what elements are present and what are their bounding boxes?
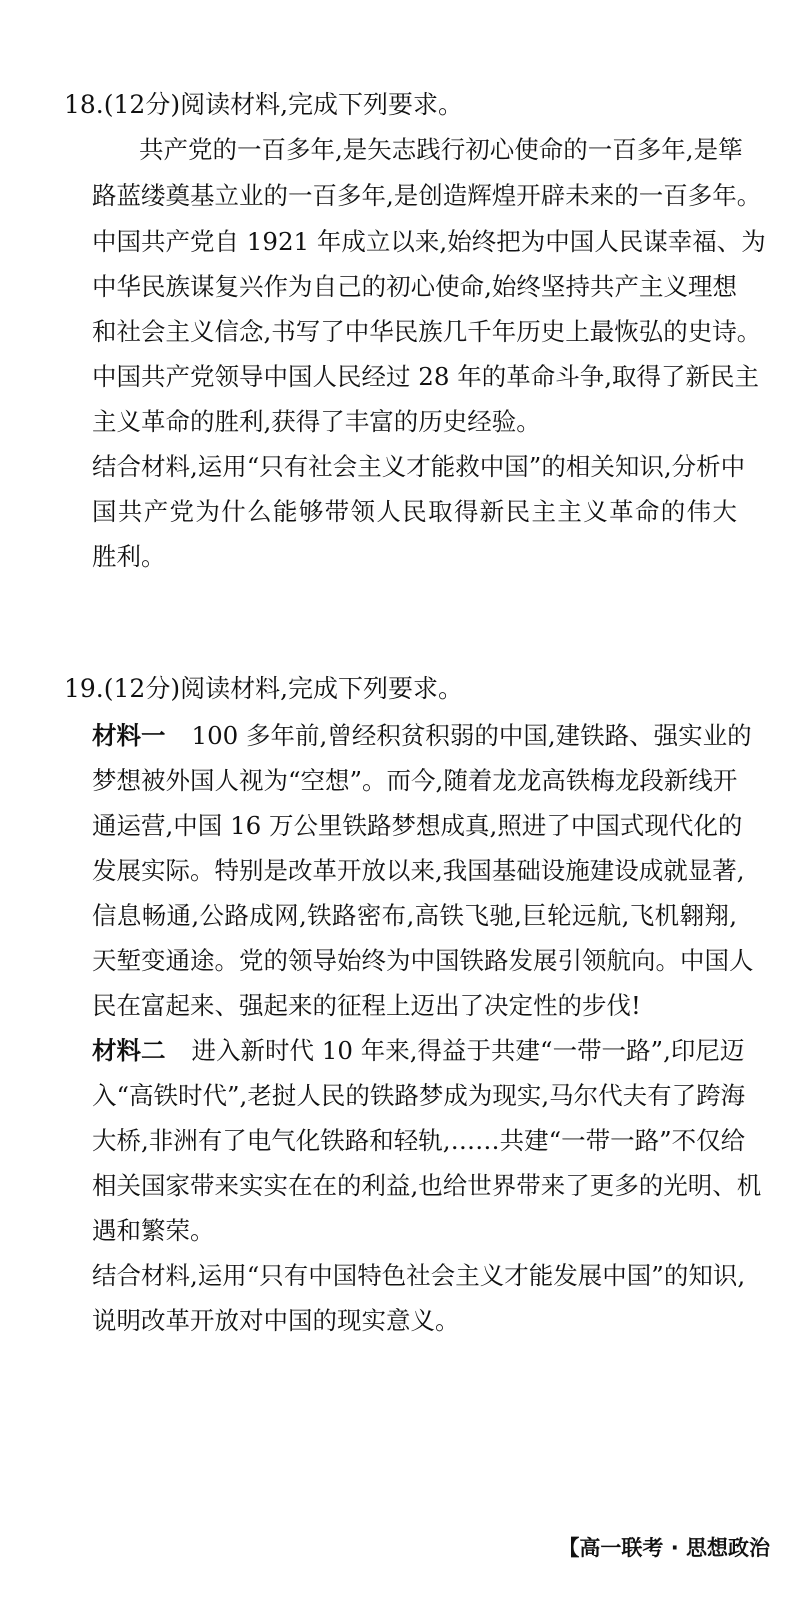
q19-question-line: 说明改革开放对中国的现实意义。 — [92, 1306, 460, 1335]
q18-header: 18.(12分)阅读材料,完成下列要求。 — [64, 90, 464, 119]
q18-material-line: 路蓝缕奠基立业的一百多年,是创造辉煌开辟未来的一百多年。 — [92, 181, 762, 210]
q19-material-1-line: 梦想被外国人视为“空想”。而今,随着龙龙高铁梅龙段新线开 — [92, 766, 738, 795]
q19-material-1-text: 100 多年前,曾经积贫积弱的中国,建铁路、强实业的 — [191, 721, 752, 750]
q18-question-line: 胜利。 — [92, 542, 166, 571]
q19-material-1-line: 天堑变通途。党的领导始终为中国铁路发展引领航向。中国人 — [92, 946, 754, 975]
q19-question-line: 结合材料,运用“只有中国特色社会主义才能发展中国”的知识, — [92, 1261, 746, 1290]
q18-material-line: 中华民族谋复兴作为自己的初心使命,始终坚持共产主义理想 — [92, 272, 737, 301]
q19-material-2-line: 相关国家带来实实在在的利益,也给世界带来了更多的光明、机 — [92, 1171, 762, 1200]
q19-material-2-line: 入“高铁时代”,老挝人民的铁路梦成为现实,马尔代夫有了跨海 — [92, 1081, 746, 1110]
q19-material-2-text: 进入新时代 10 年来,得益于共建“一带一路”,印尼迈 — [191, 1036, 745, 1065]
q19-material-1-line: 发展实际。特别是改革开放以来,我国基础设施建设成就显著, — [92, 856, 745, 885]
q18-material-line: 中国共产党自 1921 年成立以来,始终把为中国人民谋幸福、为 — [92, 227, 766, 256]
q19-material-1-line: 信息畅通,公路成网,铁路密布,高铁飞驰,巨轮远航,飞机翱翔, — [92, 901, 737, 930]
q19-material-2-line: 遇和繁荣。 — [92, 1216, 215, 1245]
q19-header: 19.(12分)阅读材料,完成下列要求。 — [64, 674, 464, 703]
material-1-label: 材料一 — [92, 721, 166, 750]
q19-material-1-line: 民在富起来、强起来的征程上迈出了决定性的步伐! — [92, 991, 641, 1020]
q19-material-2-line — [92, 1033, 745, 1069]
q18-question-line: 结合材料,运用“只有社会主义才能救中国”的相关知识,分析中 — [92, 452, 746, 481]
q19-material-1-line — [92, 718, 752, 754]
q18-material-line: 共产党的一百多年,是矢志践行初心使命的一百多年,是筚 — [139, 135, 743, 164]
q18-material-line: 主义革命的胜利,获得了丰富的历史经验。 — [92, 407, 541, 436]
q18-material-line: 和社会主义信念,书写了中华民族几千年历史上最恢弘的史诗。 — [92, 317, 762, 346]
q19-material-1-line: 通运营,中国 16 万公里铁路梦想成真,照进了中国式现代化的 — [92, 811, 743, 840]
material-2-label: 材料二 — [92, 1036, 166, 1065]
q18-material-line: 中国共产党领导中国人民经过 28 年的革命斗争,取得了新民主 — [92, 362, 760, 391]
q19-material-2-line: 大桥,非洲有了电气化铁路和轻轨,……共建“一带一路”不仅给 — [92, 1126, 746, 1155]
q18-question-line: 国共产党为什么能够带领人民取得新民主主义革命的伟大 — [92, 497, 737, 526]
exam-footer: 【高一联考 · 思想政治 — [558, 1536, 770, 1560]
